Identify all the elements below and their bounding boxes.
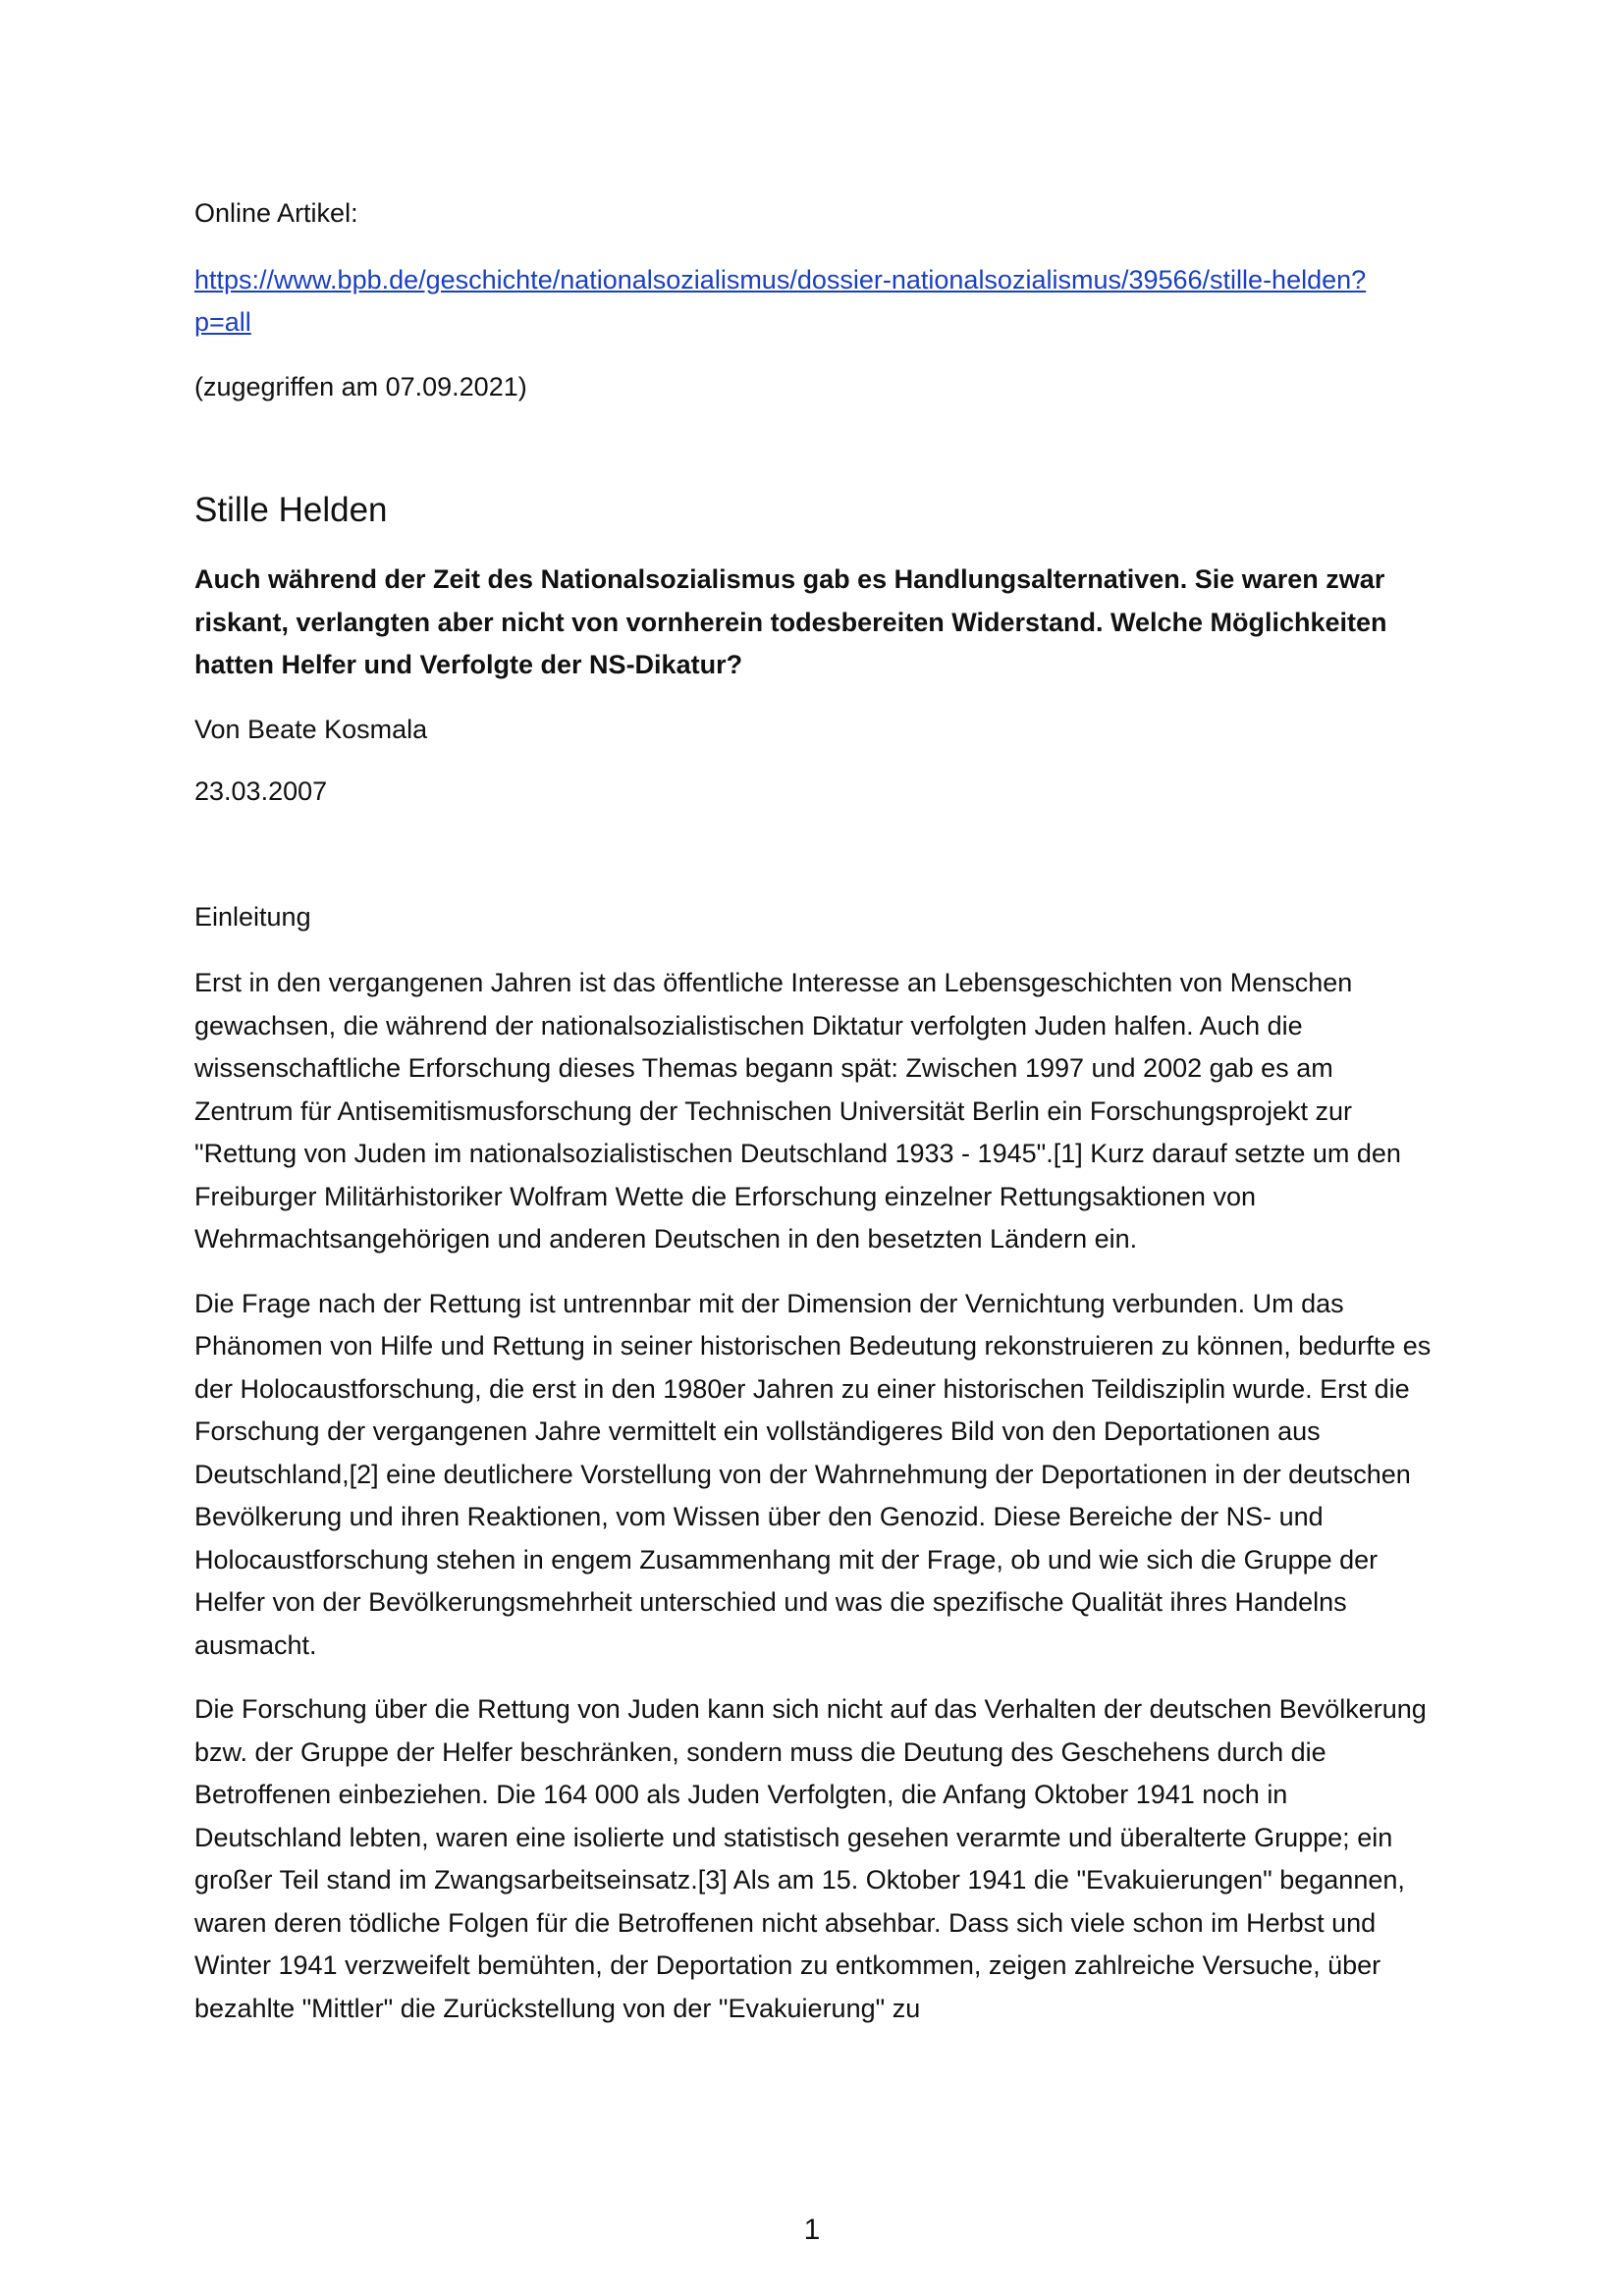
article-lead: Auch während der Zeit des Nationalsozialismus gab es Handlungsalternativen. Sie waren zwar riskant, verlangten aber nicht von vornherein todesbereiten Widerstand. Welche Möglichkeiten hatten Helfer und Verfolgte der NS-Dikatur? — [194, 564, 1387, 679]
accessed-date: (zugegriffen am 07.09.2021) — [194, 371, 527, 401]
body-paragraph: Die Frage nach der Rettung ist untrennbar mit der Dimension der Vernichtung verbunden. Um das Phänomen von Hilfe und Rettung in seiner historischen Bedeutung rekonstruieren zu können, bedurfte es der Holocaustforschung, die erst in den 1980er Jahren zu einer historischen Teildisziplin wurde. Erst die Forschung der vergangenen Jahre vermittelt ein vollständigeres Bild von den Deportationen aus Deutschland,[2] eine deutlichere Vorstellung von der Wahrnehmung der Deportationen in der deutschen Bevölkerung und ihren Reaktionen, vom Wissen über den Genozid. Diese Bereiche der NS- und Holocaustforschung stehen in engem Zusammenhang mit der Frage, ob und wie sich die Gruppe der Helfer von der Bevölkerungsmehrheit unterschied und was die spezifische Qualität ihres Handelns ausmacht. — [194, 1288, 1432, 1660]
page-number: 1 — [803, 2214, 821, 2246]
source-label: Online Artikel: — [194, 198, 358, 228]
section-heading: Einleitung — [194, 901, 311, 932]
article-author: Von Beate Kosmala — [194, 714, 428, 744]
body-paragraph: Die Forschung über die Rettung von Juden kann sich nicht auf das Verhalten der deutschen Bevölkerung bzw. der Gruppe der Helfer beschränken, sondern muss die Deutung des Geschehens durch die Betroffenen einbeziehen. Die 164 000 als Juden Verfolgten, die Anfang Oktober 1941 noch in Deutschland lebten, waren eine isolierte und statistisch gesehen verarmte und überalterte Gruppe; ein großer Teil stand im Zwangsarbeitseinsatz.[3] Als am 15. Oktober 1941 die "Evakuierungen" begannen, waren deren tödliche Folgen für die Betroffenen nicht absehbar. Dass sich viele schon im Herbst und Winter 1941 verzweifelt bemühten, der Deportation zu entkommen, zeigen zahlreiche Versuche, über bezahlte "Mittler" die Zurückstellung von der "Evakuierung" zu — [194, 1694, 1427, 2023]
article-date: 23.03.2007 — [194, 776, 328, 806]
body-paragraph: Erst in den vergangenen Jahren ist das öffentliche Interesse an Lebensgeschichten von Menschen gewachsen, die während der nationalsozialistischen Diktatur verfolgten Juden halfen. Auch die wissenschaftliche Erforschung dieses Themas begann spät: Zwischen 1997 und 2002 gab es am Zentrum für Antisemitismusforschung der Technischen Universität Berlin ein Forschungsprojekt zur "Rettung von Juden im nationalsozialistischen Deutschland 1933 - 1945".[1] Kurz darauf setzte um den Freiburger Militärhistoriker Wolfram Wette die Erforschung einzelner Rettungsaktionen von Wehrmachtsangehörigen und anderen Deutschen in den besetzten Ländern ein. — [194, 968, 1401, 1254]
page-content — [194, 192, 1436, 2052]
article-title: Stille Helden — [194, 491, 388, 529]
source-url-link[interactable]: https://www.bpb.de/geschichte/nationalsozialismus/dossier-nationalsozialismus/39566/stille-helden?p=all — [194, 264, 1367, 337]
